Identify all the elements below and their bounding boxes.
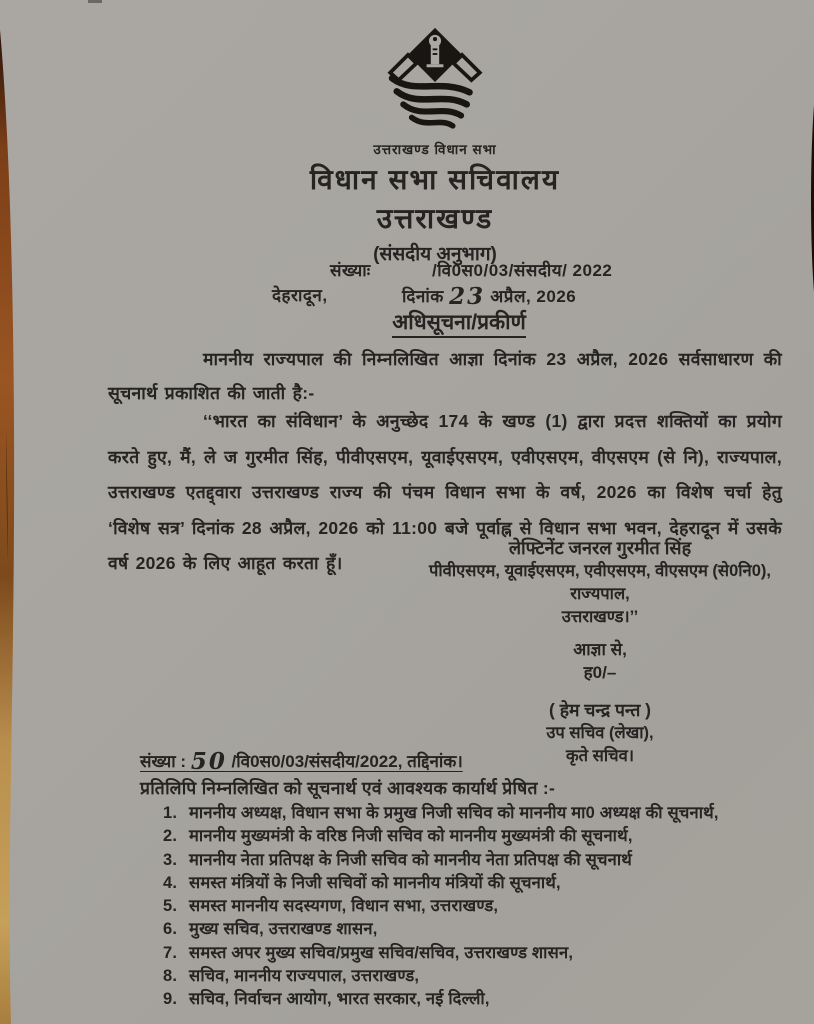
- copy-ref-suffix: /वि0स0/03/संसदीय/2022, तद्दिनांक।: [226, 752, 463, 771]
- recipient-list: [163, 802, 783, 1012]
- governor-post: राज्यपाल,: [570, 585, 630, 603]
- ref-date-prefix: दिनांक: [402, 287, 450, 306]
- ref-number-label: संख्याः: [330, 261, 371, 280]
- ref-date-handwritten-day: 23: [449, 283, 486, 310]
- ref-date: [402, 283, 577, 310]
- ref-number-value: /वि0स0/03/संसदीय/ 2022: [432, 261, 613, 280]
- list-item: 1. माननीय अध्यक्ष, विधान सभा के प्रमुख निजी सचिव को माननीय मा0 अध्यक्ष की सूचनार्थ,: [163, 804, 719, 822]
- org-title: विधान सभा सचिवालय: [309, 164, 561, 195]
- emblem-caption: उत्तराखण्ड विधान सभा: [373, 142, 497, 157]
- governor-name: लेफ्टिनेंट जनरल गुरमीत सिंह: [508, 538, 692, 558]
- list-item: 5. समस्त माननीय सदस्यगण, विधान सभा, उत्तराखण्ड,: [163, 897, 499, 916]
- list-item: 8. सचिव, माननीय राज्यपाल, उत्तराखण्ड,: [163, 967, 420, 986]
- signed-mark: ह0/–: [583, 663, 617, 682]
- officer-name: ( हेम चन्द्र पन्त ): [549, 700, 651, 720]
- list-item: 4. समस्त मंत्रियों के निजी सचिवों को माननीय मंत्रियों की सूचनार्थ,: [163, 873, 561, 892]
- ref-place: देहरादून,: [272, 286, 328, 305]
- list-item: 6. मुख्य सचिव, उत्तराखण्ड शासन,: [163, 920, 378, 939]
- proclamation-paragraph: ‘‘भारत का संविधान’ के अनुच्छेद 174 के खण्ड (1) द्वारा प्रदत्त शक्तियों का प्रयोग करते हुए, मैं, ले ज गुरमीत सिंह, पीवीएसएम, यूवाईएसएम, एवीएसएम, वीएसएम (से नि), राज्यपाल, उत्तराखण्ड एतद्द्वारा उत्तराखण्ड राज्य की पंचम विधान सभा के वर्ष, 2026 का विशेष चर्चा हेतु ‘विशेष सत्र’ दिनांक 28 अप्रैल, 2026 को 11:00 बजे पूर्वाह्न से विधान सभा भवन, देहरादून में उसके वर्ष 2026 के लिए आहूत करता हूँ।: [108, 411, 782, 573]
- signature-block: [420, 536, 780, 768]
- list-item: 3. माननीय नेता प्रतिपक्ष के निजी सचिव को माननीय नेता प्रतिपक्ष की सूचनार्थ: [163, 850, 633, 869]
- governor-honors: पीवीएसएम, यूवाईएसएम, एवीएसएम, वीएसएम (से0नि0),: [429, 562, 771, 580]
- officer-for: कृते सचिव।: [566, 747, 634, 765]
- copy-to-heading: प्रतिलिपि निम्नलिखित को सूचनार्थ एवं आवश्यक कार्यार्थ प्रेषित :-: [140, 778, 556, 798]
- governor-state: उत्तराखण्ड।’’: [561, 608, 639, 626]
- uttarakhand-vidhan-sabha-emblem-icon: [376, 26, 494, 138]
- officer-post: उप सचिव (लेखा),: [546, 724, 654, 742]
- copy-reference-line: [140, 748, 463, 775]
- copy-ref-handwritten-number: 50: [190, 748, 227, 775]
- list-item: 7. समस्त अपर मुख्य सचिव/प्रमुख सचिव/सचिव, उत्तराखण्ड शासन,: [163, 943, 574, 962]
- list-item: 9. सचिव, निर्वाचन आयोग, भारत सरकार, नई दिल्ली,: [163, 990, 490, 1009]
- ref-date-suffix: अप्रैल, 2026: [485, 287, 577, 306]
- section-name: (संसदीय अनुभाग): [373, 244, 497, 265]
- notification-heading: अधिसूचना/प्रकीर्ण: [52, 308, 814, 336]
- copy-ref-prefix: संख्या :: [140, 752, 191, 771]
- by-order-line: आज्ञा से,: [573, 640, 627, 659]
- emblem-block: [28, 26, 814, 158]
- org-subtitle: उत्तराखण्ड: [376, 203, 494, 234]
- intro-paragraph: माननीय राज्यपाल की निम्नलिखित आज्ञा दिनांक 23 अप्रैल, 2026 सर्वसाधारण की सूचनार्थ प्रकाशित की जाती है:-: [108, 349, 782, 403]
- list-item: 2. माननीय मुख्यमंत्री के वरिष्ठ निजी सचिव को माननीय मुख्यमंत्री की सूचनार्थ,: [163, 827, 633, 846]
